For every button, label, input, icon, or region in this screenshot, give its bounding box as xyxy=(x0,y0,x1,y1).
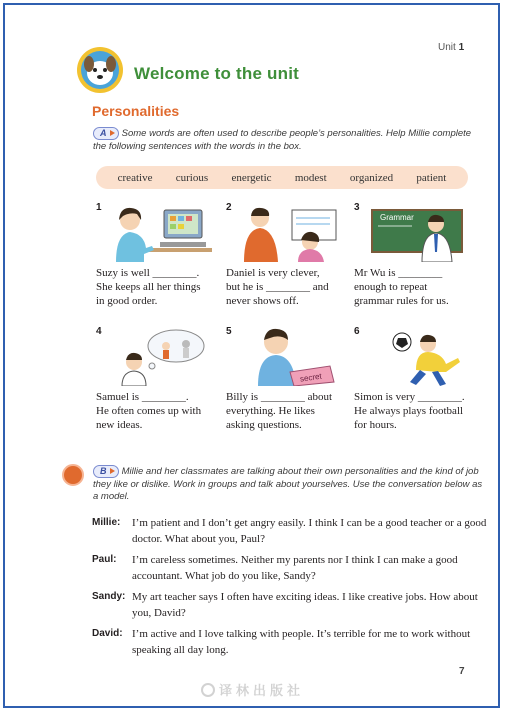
part-a-badge: A xyxy=(93,127,119,140)
word-box-item: energetic xyxy=(231,171,272,184)
speaker-name: Millie: xyxy=(92,517,121,528)
item-text: Simon is very ________. He always plays football for hours. xyxy=(354,391,465,431)
exercise-item-2 xyxy=(226,202,351,312)
item-text: Daniel is very clever, but he is ________ and never shows off. xyxy=(226,267,329,307)
dialog-turn xyxy=(92,626,487,658)
speaker-name: David: xyxy=(92,628,123,639)
page-number: 7 xyxy=(459,666,465,677)
part-b-instruction-text: Millie and her classmates are talking about their own personalities and the kind of job they like or dislike. Work in groups and talk about yourselves. Use the conversation below as a model. xyxy=(93,466,483,503)
dialog-turn xyxy=(92,515,487,547)
part-a-instruction xyxy=(93,127,483,153)
dialog-turn xyxy=(92,552,487,584)
word-box-item: organized xyxy=(349,171,394,184)
speaker-name: Paul: xyxy=(92,554,117,565)
section-title: Personalities xyxy=(92,103,180,119)
exercise-item-1 xyxy=(96,202,221,312)
watermark-logo-icon xyxy=(201,683,215,697)
exercise-item-3 xyxy=(354,202,479,312)
speaker-line: I’m patient and I don’t get angry easily. I think I can be a good teacher or a good doctor. What about you, Paul? xyxy=(132,517,487,545)
item-number: 4 xyxy=(96,326,102,337)
dog-mascot-icon xyxy=(72,44,128,94)
exercise-item-4 xyxy=(96,326,221,438)
dialog-turn xyxy=(92,589,487,621)
box-label: secret xyxy=(299,371,323,384)
unit-tag: Unit 1 xyxy=(438,42,465,53)
part-a-instruction-text: Some words are often used to describe people’s personalities. Help Millie complete the following sentences with the words in the box. xyxy=(93,128,472,152)
part-b-badge: B xyxy=(93,465,119,478)
item-text: Mr Wu is ________ enough to repeat grammar rules for us. xyxy=(354,267,449,307)
item-number: 5 xyxy=(226,326,232,337)
unit-title: Welcome to the unit xyxy=(134,64,299,83)
item-number: 3 xyxy=(354,202,360,213)
publisher-watermark: 译林出版社 xyxy=(0,680,505,699)
model-conversation xyxy=(92,515,487,663)
boy-with-secret-box-illustration xyxy=(234,328,342,386)
part-b-instruction xyxy=(93,465,485,504)
teacher-at-blackboard-illustration xyxy=(362,204,470,262)
speaker-line: My art teacher says I often have exciting ideas. I like creative jobs. How about you, David? xyxy=(132,591,478,619)
item-number: 2 xyxy=(226,202,232,213)
item-text: Suzy is well ________. She keeps all her things in good order. xyxy=(96,267,201,307)
speaker-name: Sandy: xyxy=(92,591,126,602)
discussion-icon xyxy=(62,464,84,486)
word-box-item: creative xyxy=(117,171,153,184)
word-box-item: patient xyxy=(416,171,447,184)
exercise-item-5 xyxy=(226,326,351,438)
speaker-line: I’m careless sometimes. Neither my parents nor I think I can make a good accountant. What job do you like, Sandy? xyxy=(132,554,458,582)
boy-and-girl-illustration xyxy=(234,204,342,262)
word-box-item: curious xyxy=(175,171,209,184)
item-number: 6 xyxy=(354,326,360,337)
word-box-item: modest xyxy=(294,171,327,184)
word-box xyxy=(96,166,468,189)
speaker-line: I’m active and I love talking with people. It’s terrible for me to work without speaking all day long. xyxy=(132,628,471,656)
girl-at-computer-illustration xyxy=(104,204,212,262)
boy-thinking-illustration xyxy=(104,328,212,386)
item-text: Billy is ________ about everything. He likes asking questions. xyxy=(226,391,333,431)
blackboard-text: Grammar xyxy=(380,213,414,222)
item-number: 1 xyxy=(96,202,102,213)
item-text: Samuel is ________. He often comes up with new ideas. xyxy=(96,391,202,431)
exercise-item-6 xyxy=(354,326,479,438)
boy-playing-football-illustration xyxy=(362,328,470,386)
